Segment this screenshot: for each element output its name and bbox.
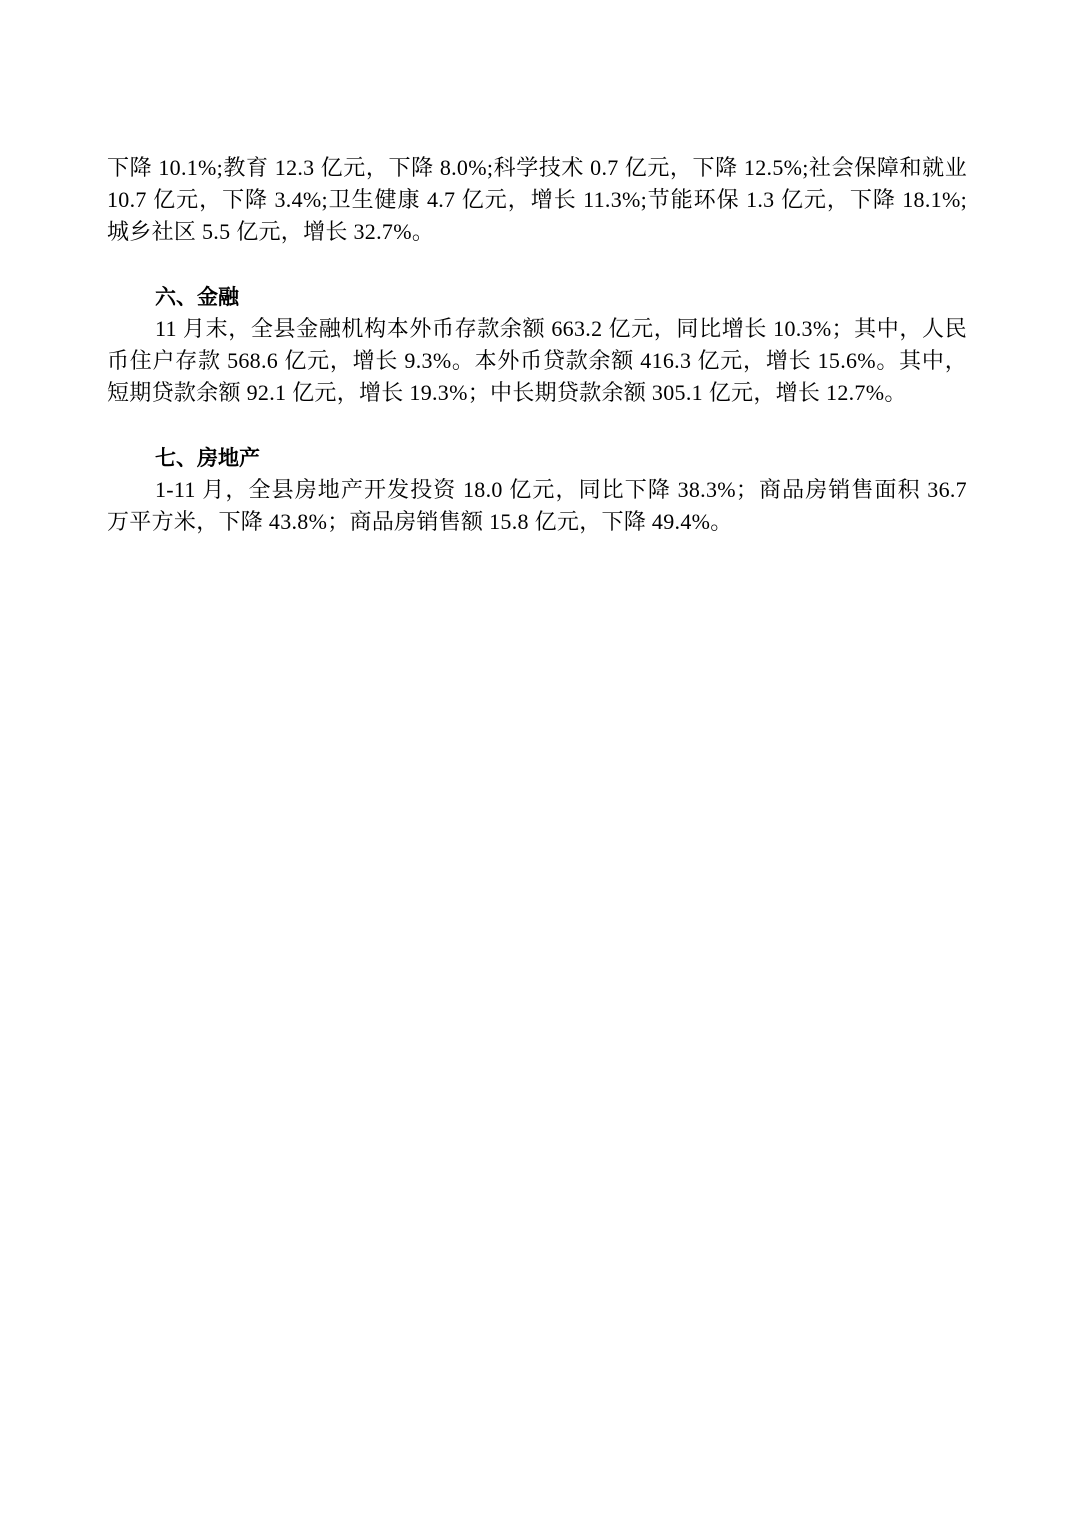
section-heading-finance: 六、金融 <box>155 285 239 309</box>
document-body <box>107 152 967 538</box>
real-estate-paragraph: 1-11 月，全县房地产开发投资 18.0 亿元，同比下降 38.3%；商品房销售面积 36.7 万平方米，下降 43.8%；商品房销售额 15.8 亿元，下降 49.4%。 <box>107 477 967 534</box>
section-spacer <box>107 248 967 281</box>
section-heading-real-estate: 七、房地产 <box>155 446 260 470</box>
finance-paragraph: 11 月末，全县金融机构本外币存款余额 663.2 亿元，同比增长 10.3%；其中，人民币住户存款 568.6 亿元，增长 9.3%。本外币贷款余额 416.3 亿元，增长 15.6%。其中，短期贷款余额 92.1 亿元，增长 19.3%；中长期贷款余额 305.1 亿元，增长 12.7%。 <box>107 316 967 405</box>
section-spacer <box>107 409 967 442</box>
continuation-paragraph: 下降 10.1%;教育 12.3 亿元，下降 8.0%;科学技术 0.7 亿元，下降 12.5%;社会保障和就业 10.7 亿元，下降 3.4%;卫生健康 4.7 亿元，增长 11.3%;节能环保 1.3 亿元，下降 18.1%;城乡社区 5.5 亿元，增长 32.7%。 <box>107 155 967 244</box>
